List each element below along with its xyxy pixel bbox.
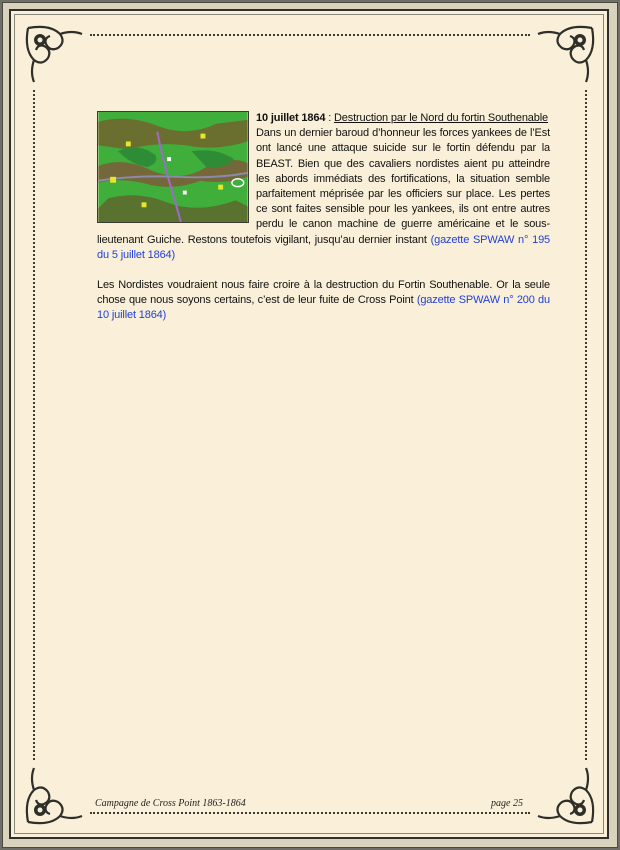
- right-dotted-border: [585, 90, 587, 760]
- article-date: 10 juillet 1864: [256, 112, 326, 124]
- bottom-dotted-border: [90, 812, 530, 814]
- second-paragraph: [97, 278, 550, 324]
- article-content: [97, 111, 550, 324]
- second-paragraph-body: Les Nordistes voudraient nous faire croire à la destruction du Fortin Southenable. Or la seule chose que nous soyons certains, c’est de leur fuite de Cross Point: [97, 279, 550, 307]
- footer-campaign-title: Campagne de Cross Point 1863-1864: [95, 798, 246, 809]
- article-body: Dans un dernier baroud d’honneur les forces yankees de l’Est ont lancé une attaque suicide sur le fortin défendu par la BEAST. Bien que des cavaliers nordistes aient pu atteindre les abords immédiats des fortifications, la situation semble parfaitement méprisée par les officiers sur place. Les pertes ce sont faites sensible pour les yankees, ils ont entre autres perdu le canon machine de guerre américaine et le sous-lieutenant Guiche. Restons toutefois vigilant, jusqu’au dernier instant: [97, 127, 550, 246]
- top-right-ornament-icon: [530, 20, 600, 90]
- article-headline: Destruction par le Nord du fortin Southenable: [334, 112, 549, 124]
- terrain-map-image: [97, 111, 249, 223]
- top-dotted-border: [90, 34, 530, 36]
- top-left-ornament-icon: [20, 20, 90, 90]
- bottom-left-ornament-icon: [20, 760, 90, 830]
- bottom-right-ornament-icon: [530, 760, 600, 830]
- second-gazette-reference: (gazette SPWAW n° 200 du 10 juillet 1864): [97, 294, 550, 322]
- left-dotted-border: [33, 90, 35, 760]
- article-separator: :: [325, 112, 335, 124]
- gazette-reference: (gazette SPWAW n° 195 du 5 juillet 1864): [97, 233, 551, 261]
- footer-page-number: page 25: [491, 798, 523, 809]
